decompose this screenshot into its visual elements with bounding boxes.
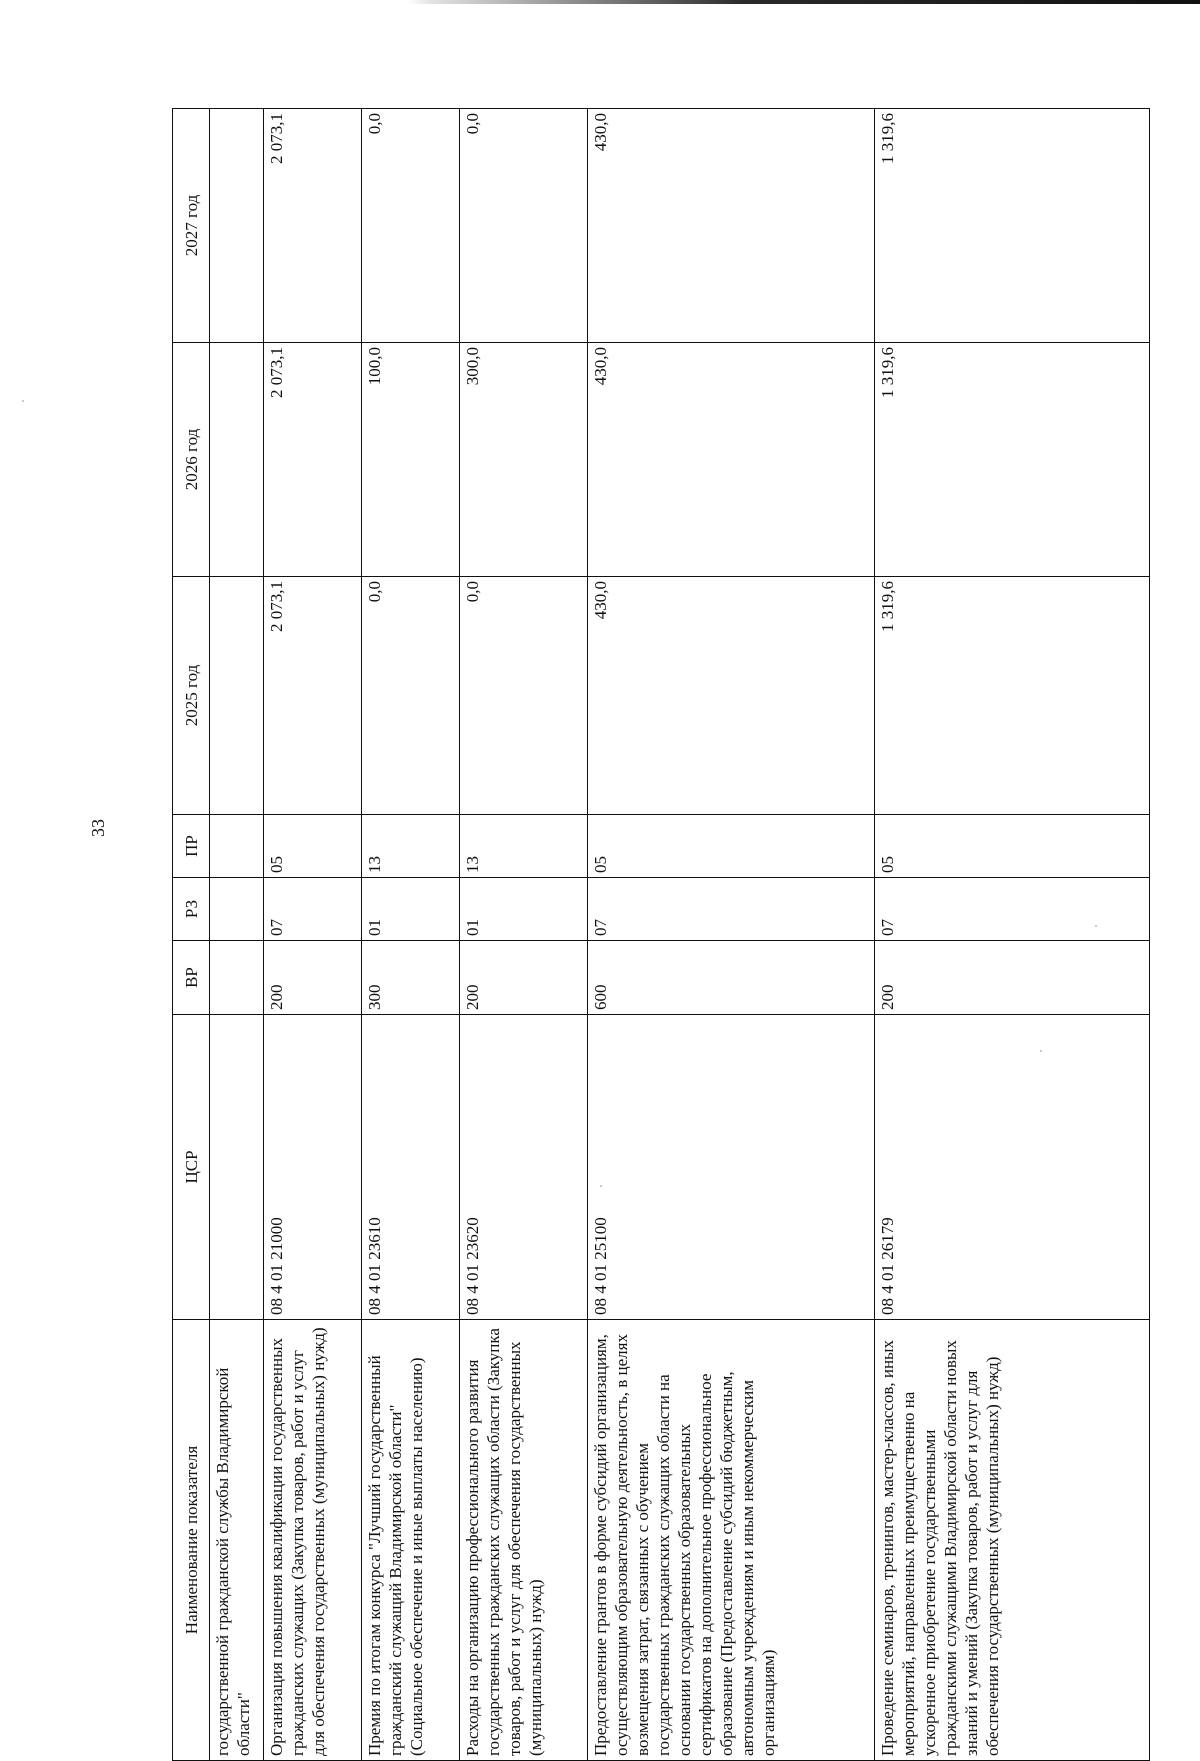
cell-2025: 430,0 [588, 577, 875, 815]
table-row [588, 109, 875, 1761]
cell-2027: 2 073,1 [264, 109, 362, 343]
header-name: Наименование показателя [173, 1320, 210, 1761]
header-2026: 2026 год [173, 343, 210, 577]
cell-2026: 300,0 [460, 343, 588, 577]
cell-pr [210, 815, 264, 878]
cell-2027: 1 319,6 [875, 109, 1150, 343]
cell-name: Проведение семинаров, тренингов, мастер-классов, иных мероприятий, направленных преимущественно на ускоренное приобретение государственными гражданскими служащими Владимирской области новых знаний и умений (Закупка товаров, работ и услуг для обеспечения государственных (муниципальных) нужд) [875, 1320, 1150, 1761]
cell-rz [210, 878, 264, 941]
cell-rz: 07 [875, 878, 1150, 941]
cell-pr: 05 [875, 815, 1150, 878]
cell-2026 [210, 343, 264, 577]
cell-name: Премия по итогам конкурса "Лучший государственный гражданский служащий Владимирской области" (Социальное обеспечение и иные выплаты населению) [362, 1320, 460, 1761]
cell-name: Предоставление грантов в форме субсидий организациям, осуществляющим образовательную деятельность, в целях возмещения затрат, связанных с обучением государственных гражданских служащих области на основании государственных образовательных сертификатов на дополнительное профессиональное образование (Предоставление субсидий бюджетным, автономным учреждениям и иным некоммерческим организациям) [588, 1320, 875, 1761]
cell-2027: 430,0 [588, 109, 875, 343]
header-2027: 2027 год [173, 109, 210, 343]
cell-name: Организация повышения квалификации государственных гражданских служащих (Закупка товаров, работ и услуг для обеспечения государственных (муниципальных) нужд) [264, 1320, 362, 1761]
cell-csr: 08 4 01 23620 [460, 1015, 588, 1320]
cell-csr: 08 4 01 23610 [362, 1015, 460, 1320]
header-2025: 2025 год [173, 577, 210, 815]
rotated-table-container [172, 109, 1149, 1761]
cell-vr: 200 [875, 941, 1150, 1015]
cell-pr: 13 [362, 815, 460, 878]
cell-rz: 01 [460, 878, 588, 941]
cell-pr: 13 [460, 815, 588, 878]
header-vr: ВР [173, 941, 210, 1015]
cell-2025: 0,0 [362, 577, 460, 815]
cell-vr: 200 [460, 941, 588, 1015]
budget-table [172, 108, 1150, 1761]
cell-vr: 200 [264, 941, 362, 1015]
cell-2027: 0,0 [460, 109, 588, 343]
cell-csr: 08 4 01 25100 [588, 1015, 875, 1320]
table-row [264, 109, 362, 1761]
cell-name: Расходы на организацию профессионального развития государственных гражданских служащих области (Закупка товаров, работ и услуг для обеспечения государственных (муниципальных) нужд) [460, 1320, 588, 1761]
header-rz: РЗ [173, 878, 210, 941]
cell-2027 [210, 109, 264, 343]
cell-csr: 08 4 01 26179 [875, 1015, 1150, 1320]
scan-edge-line [0, 0, 1200, 4]
cell-rz: 01 [362, 878, 460, 941]
cell-pr: 05 [264, 815, 362, 878]
cell-csr: 08 4 01 21000 [264, 1015, 362, 1320]
cell-rz: 07 [264, 878, 362, 941]
cell-name: государственной гражданской службы Владимирской области" [210, 1320, 264, 1761]
cell-rz: 07 [588, 878, 875, 941]
cell-2025: 1 319,6 [875, 577, 1150, 815]
table-header-row [173, 109, 210, 1761]
table-row [362, 109, 460, 1761]
cell-vr [210, 941, 264, 1015]
cell-2026: 2 073,1 [264, 343, 362, 577]
cell-2027: 0,0 [362, 109, 460, 343]
cell-vr: 300 [362, 941, 460, 1015]
cell-pr: 05 [588, 815, 875, 878]
cell-2026: 1 319,6 [875, 343, 1150, 577]
cell-2025: 2 073,1 [264, 577, 362, 815]
cell-2025 [210, 577, 264, 815]
cell-2026: 100,0 [362, 343, 460, 577]
table-row [460, 109, 588, 1761]
cell-2026: 430,0 [588, 343, 875, 577]
cell-2025: 0,0 [460, 577, 588, 815]
table-row [210, 109, 264, 1761]
scan-speck [22, 400, 24, 402]
table-row [875, 109, 1150, 1761]
header-pr: ПР [173, 815, 210, 878]
page-number: 33 [88, 819, 108, 837]
cell-csr [210, 1015, 264, 1320]
header-csr: ЦСР [173, 1015, 210, 1320]
cell-vr: 600 [588, 941, 875, 1015]
